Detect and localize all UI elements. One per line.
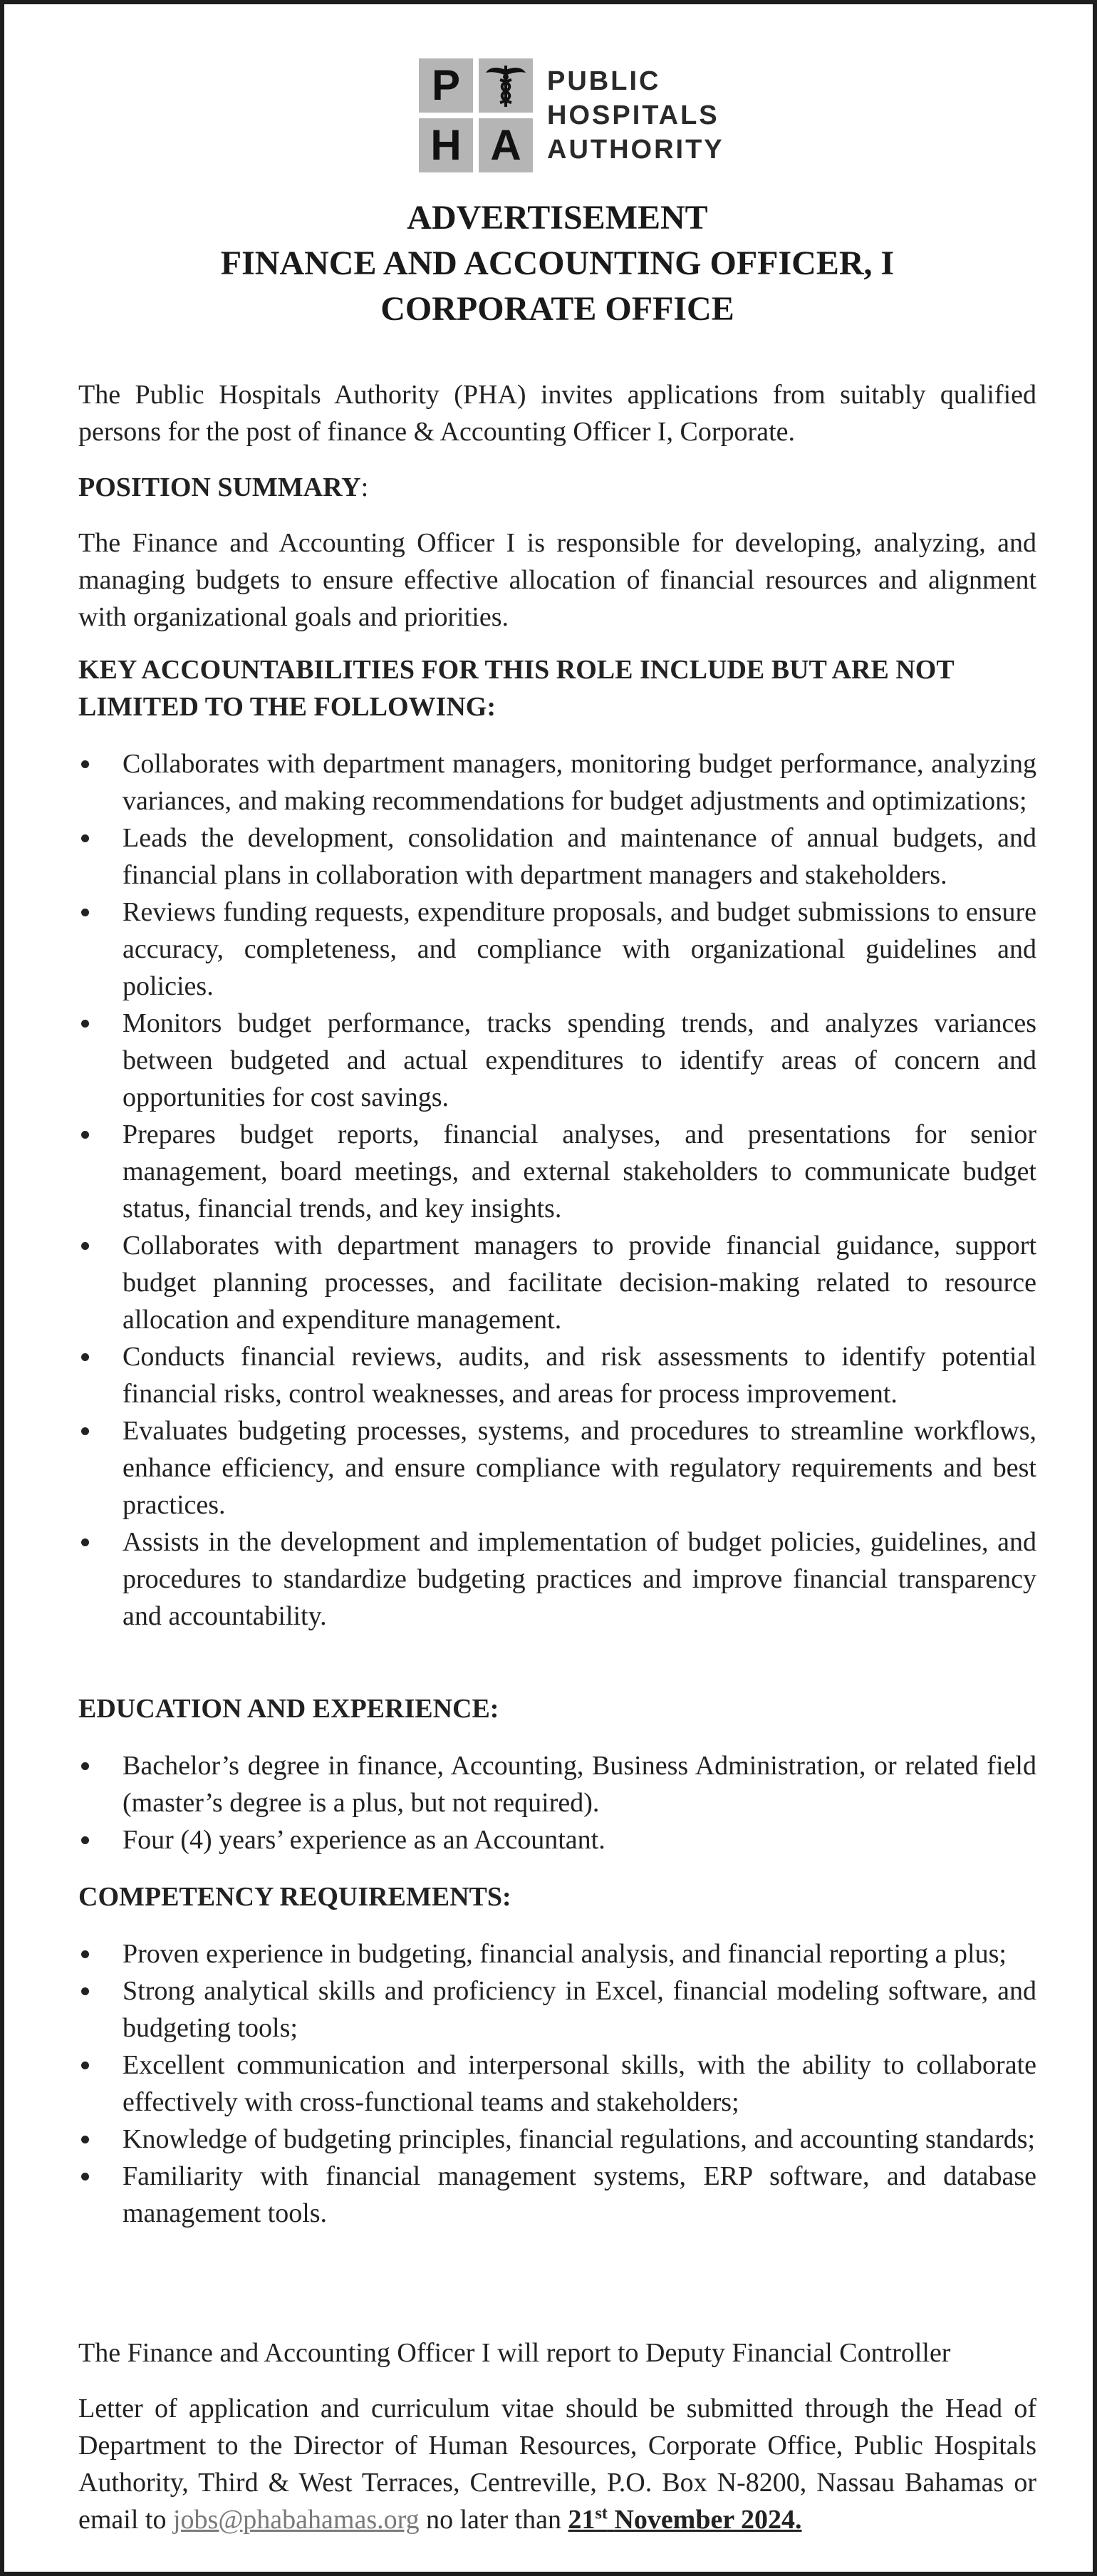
list-item: Conducts financial reviews, audits, and risk assessments to identify potential financial risks, control weaknesses, and areas for process improvement. [78, 1338, 1036, 1412]
position-summary-colon: : [360, 472, 369, 502]
list-item: Knowledge of budgeting principles, financial regulations, and accounting standards; [78, 2121, 1036, 2158]
competency-list [78, 1935, 1036, 2232]
title-office: CORPORATE OFFICE [380, 290, 734, 328]
pha-logo [419, 58, 789, 172]
list-item: Bachelor’s degree in finance, Accounting, Business Administration, or related field (master’s degree is a plus, but not required). [78, 1747, 1036, 1821]
logo-letter-p: P [419, 58, 473, 113]
logo-line-hospitals: HOSPITALS [547, 100, 719, 130]
list-item: Four (4) years’ experience as an Accountant. [78, 1821, 1036, 1858]
list-item: Reviews funding requests, expenditure proposals, and budget submissions to ensure accuracy, completeness, and compliance with organizational guidelines and policies. [78, 894, 1036, 1005]
title-position: FINANCE AND ACCOUNTING OFFICER, I [220, 244, 895, 282]
page-title [78, 195, 1036, 332]
logo-letter-h: H [419, 118, 473, 172]
list-item: Prepares budget reports, financial analyses, and presentations for senior management, board meetings, and external stakeholders to communicate budget status, financial trends, and key insights. [78, 1116, 1036, 1227]
reporting-line: The Finance and Accounting Officer I will report to Deputy Financial Controller [78, 2338, 951, 2368]
logo-letter-a: A [479, 118, 533, 172]
intro-paragraph: The Public Hospitals Authority (PHA) invites applications from suitably qualified persons for the post of finance & Accounting Officer I, Corporate. [78, 380, 1036, 447]
email-link[interactable]: jobs@phabahamas.org [172, 2505, 420, 2535]
education-heading: EDUCATION AND EXPERIENCE: [78, 1694, 499, 1724]
list-item: Collaborates with department managers to provide financial guidance, support budget planning processes, and facilitate decision-making related to resource allocation and expenditure management. [78, 1227, 1036, 1338]
education-list [78, 1747, 1036, 1858]
position-summary-heading-text: POSITION SUMMARY [78, 472, 361, 502]
application-text: Letter of application and curriculum vitae should be submitted through the Head of Department to the Director of Human Resources, Corporate Office, Public Hospitals Authority, Third & West Terraces, Centreville, P.O. Box N-8200, Nassau Bahamas or email to [78, 2394, 1036, 2535]
list-item: Leads the development, consolidation and maintenance of annual budgets, and financial plans in collaboration with department managers and stakeholders. [78, 819, 1036, 894]
deadline-day: 21 [568, 2505, 596, 2535]
deadline-suffix: st [595, 2504, 608, 2523]
position-summary-text: The Finance and Accounting Officer I is responsible for developing, analyzing, and managing budgets to ensure effective allocation of financial resources and alignment with organizational goals and priorities. [78, 528, 1036, 632]
list-item: Assists in the development and implementation of budget policies, guidelines, and procedures to standardize budgeting practices and improve financial transparency and accountability. [78, 1524, 1036, 1635]
deadline-rest: November 2024. [614, 2505, 802, 2535]
list-item: Proven experience in budgeting, financial analysis, and financial reporting a plus; [78, 1935, 1036, 1972]
list-item: Strong analytical skills and proficiency in Excel, financial modeling software, and budgeting tools; [78, 1972, 1036, 2047]
list-item: Excellent communication and interpersonal skills, with the ability to collaborate effectively with cross-functional teams and stakeholders; [78, 2047, 1036, 2121]
list-item: Monitors budget performance, tracks spending trends, and analyzes variances between budgeted and actual expenditures to identify areas of concern and opportunities for cost savings. [78, 1005, 1036, 1116]
logo-mark [419, 58, 533, 172]
competency-heading: COMPETENCY REQUIREMENTS: [78, 1882, 511, 1912]
deadline-date [568, 2505, 802, 2535]
application-paragraph [78, 2390, 1036, 2538]
caduceus-icon [479, 58, 533, 113]
position-summary-heading [78, 469, 1036, 506]
accountabilities-heading: KEY ACCOUNTABILITIES FOR THIS ROLE INCLUDE BUT ARE NOT LIMITED TO THE FOLLOWING: [78, 655, 954, 722]
title-advertisement: ADVERTISEMENT [407, 199, 708, 237]
accountabilities-list [78, 745, 1036, 1635]
list-item: Collaborates with department managers, monitoring budget performance, analyzing variances, and making recommendations for budget adjustments and optimizations; [78, 745, 1036, 819]
list-item: Familiarity with financial management systems, ERP software, and database management tools. [78, 2158, 1036, 2232]
application-middle: no later than [426, 2505, 562, 2535]
logo-line-authority: AUTHORITY [547, 135, 724, 165]
logo-wordmark [547, 64, 724, 167]
logo-line-public: PUBLIC [547, 66, 661, 96]
list-item: Evaluates budgeting processes, systems, and procedures to streamline workflows, enhance efficiency, and ensure compliance with regulatory requirements and best practices. [78, 1412, 1036, 1524]
